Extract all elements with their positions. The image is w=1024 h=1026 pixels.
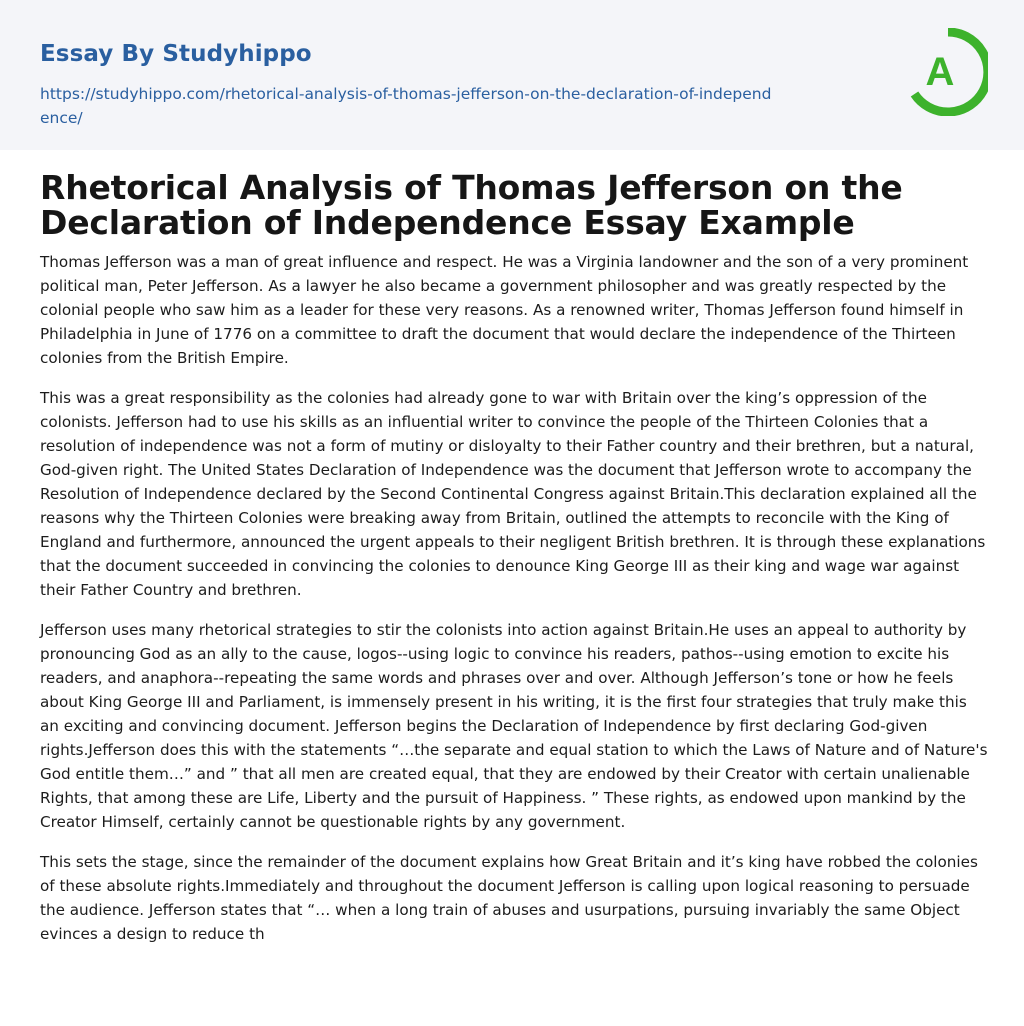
studyhippo-logo-icon[interactable] (908, 28, 988, 116)
paragraph-3: Jefferson uses many rhetorical strategies to stir the colonists into action against Britain.He uses an appeal to authority by pronouncing God as an ally to the cause, logos--using logic to convince his readers, pathos--using emotion to excite his readers, and anaphora--repeating the same words and phrases over and over. Although Jefferson’s tone or how he feels about King George III and Parliament, is immensely present in his writing, it is the first four strategies that truly make this an exciting and convincing document. Jefferson begins the Declaration of Independence by first declaring God-given rights.Jefferson does this with the statements “…the separate and equal station to which the Laws of Nature and of Nature's God entitle them…” and ” that all men are created equal, that they are endowed by their Creator with certain unalienable Rights, that among these are Life, Liberty and the pursuit of Happiness. ” These rights, as endowed upon mankind by the Creator Himself, certainly cannot be questionable rights by any government. (40, 621, 988, 831)
paragraph-4: This sets the stage, since the remainder of the document explains how Great Britain and it’s king have robbed the colonies of these absolute rights.Immediately and throughout the document Jefferson is calling upon logical reasoning to persuade the audience. Jefferson states that “… when a long train of abuses and usurpations, pursuing invariably the same Object evinces a design to reduce th (40, 853, 978, 943)
paragraph-1: Thomas Jefferson was a man of great influence and respect. He was a Virginia landowner and the son of a very prominent political man, Peter Jefferson. As a lawyer he also became a government philosopher and was greatly respected by the colonial people who saw him as a leader for these very reasons. As a renowned writer, Thomas Jefferson found himself in Philadelphia in June of 1776 on a committee to draft the document that would declare the independence of the Thirteen colonies from the British Empire. (40, 253, 969, 367)
site-header (0, 0, 1024, 150)
article (40, 170, 990, 962)
article-title: Rhetorical Analysis of Thomas Jefferson on the Declaration of Independence Essay Example (40, 168, 903, 242)
article-body (40, 250, 990, 946)
logo-letter: A (925, 50, 955, 94)
source-url-link[interactable]: https://studyhippo.com/rhetorical-analysis-of-thomas-jefferson-on-the-declaration-of-independence/ (40, 85, 772, 127)
paragraph-2: This was a great responsibility as the colonies had already gone to war with Britain over the king’s oppression of the colonists. Jefferson had to use his skills as an influential writer to convince the people of the Thirteen Colonies that a resolution of independence was not a form of mutiny or disloyalty to their Father country and their brethren, but a natural, God-given right. The United States Declaration of Independence was the document that Jefferson wrote to accompany the Resolution of Independence declared by the Second Continental Congress against Britain.This declaration explained all the reasons why the Thirteen Colonies were breaking away from Britain, outlined the attempts to reconcile with the King of England and furthermore, announced the urgent appeals to their negligent British brethren. It is through these explanations that the document succeeded in convincing the colonies to denounce King George III as their king and wage war against their Father Country and brethren. (40, 389, 986, 599)
site-brand[interactable]: Essay By Studyhippo (40, 41, 312, 67)
